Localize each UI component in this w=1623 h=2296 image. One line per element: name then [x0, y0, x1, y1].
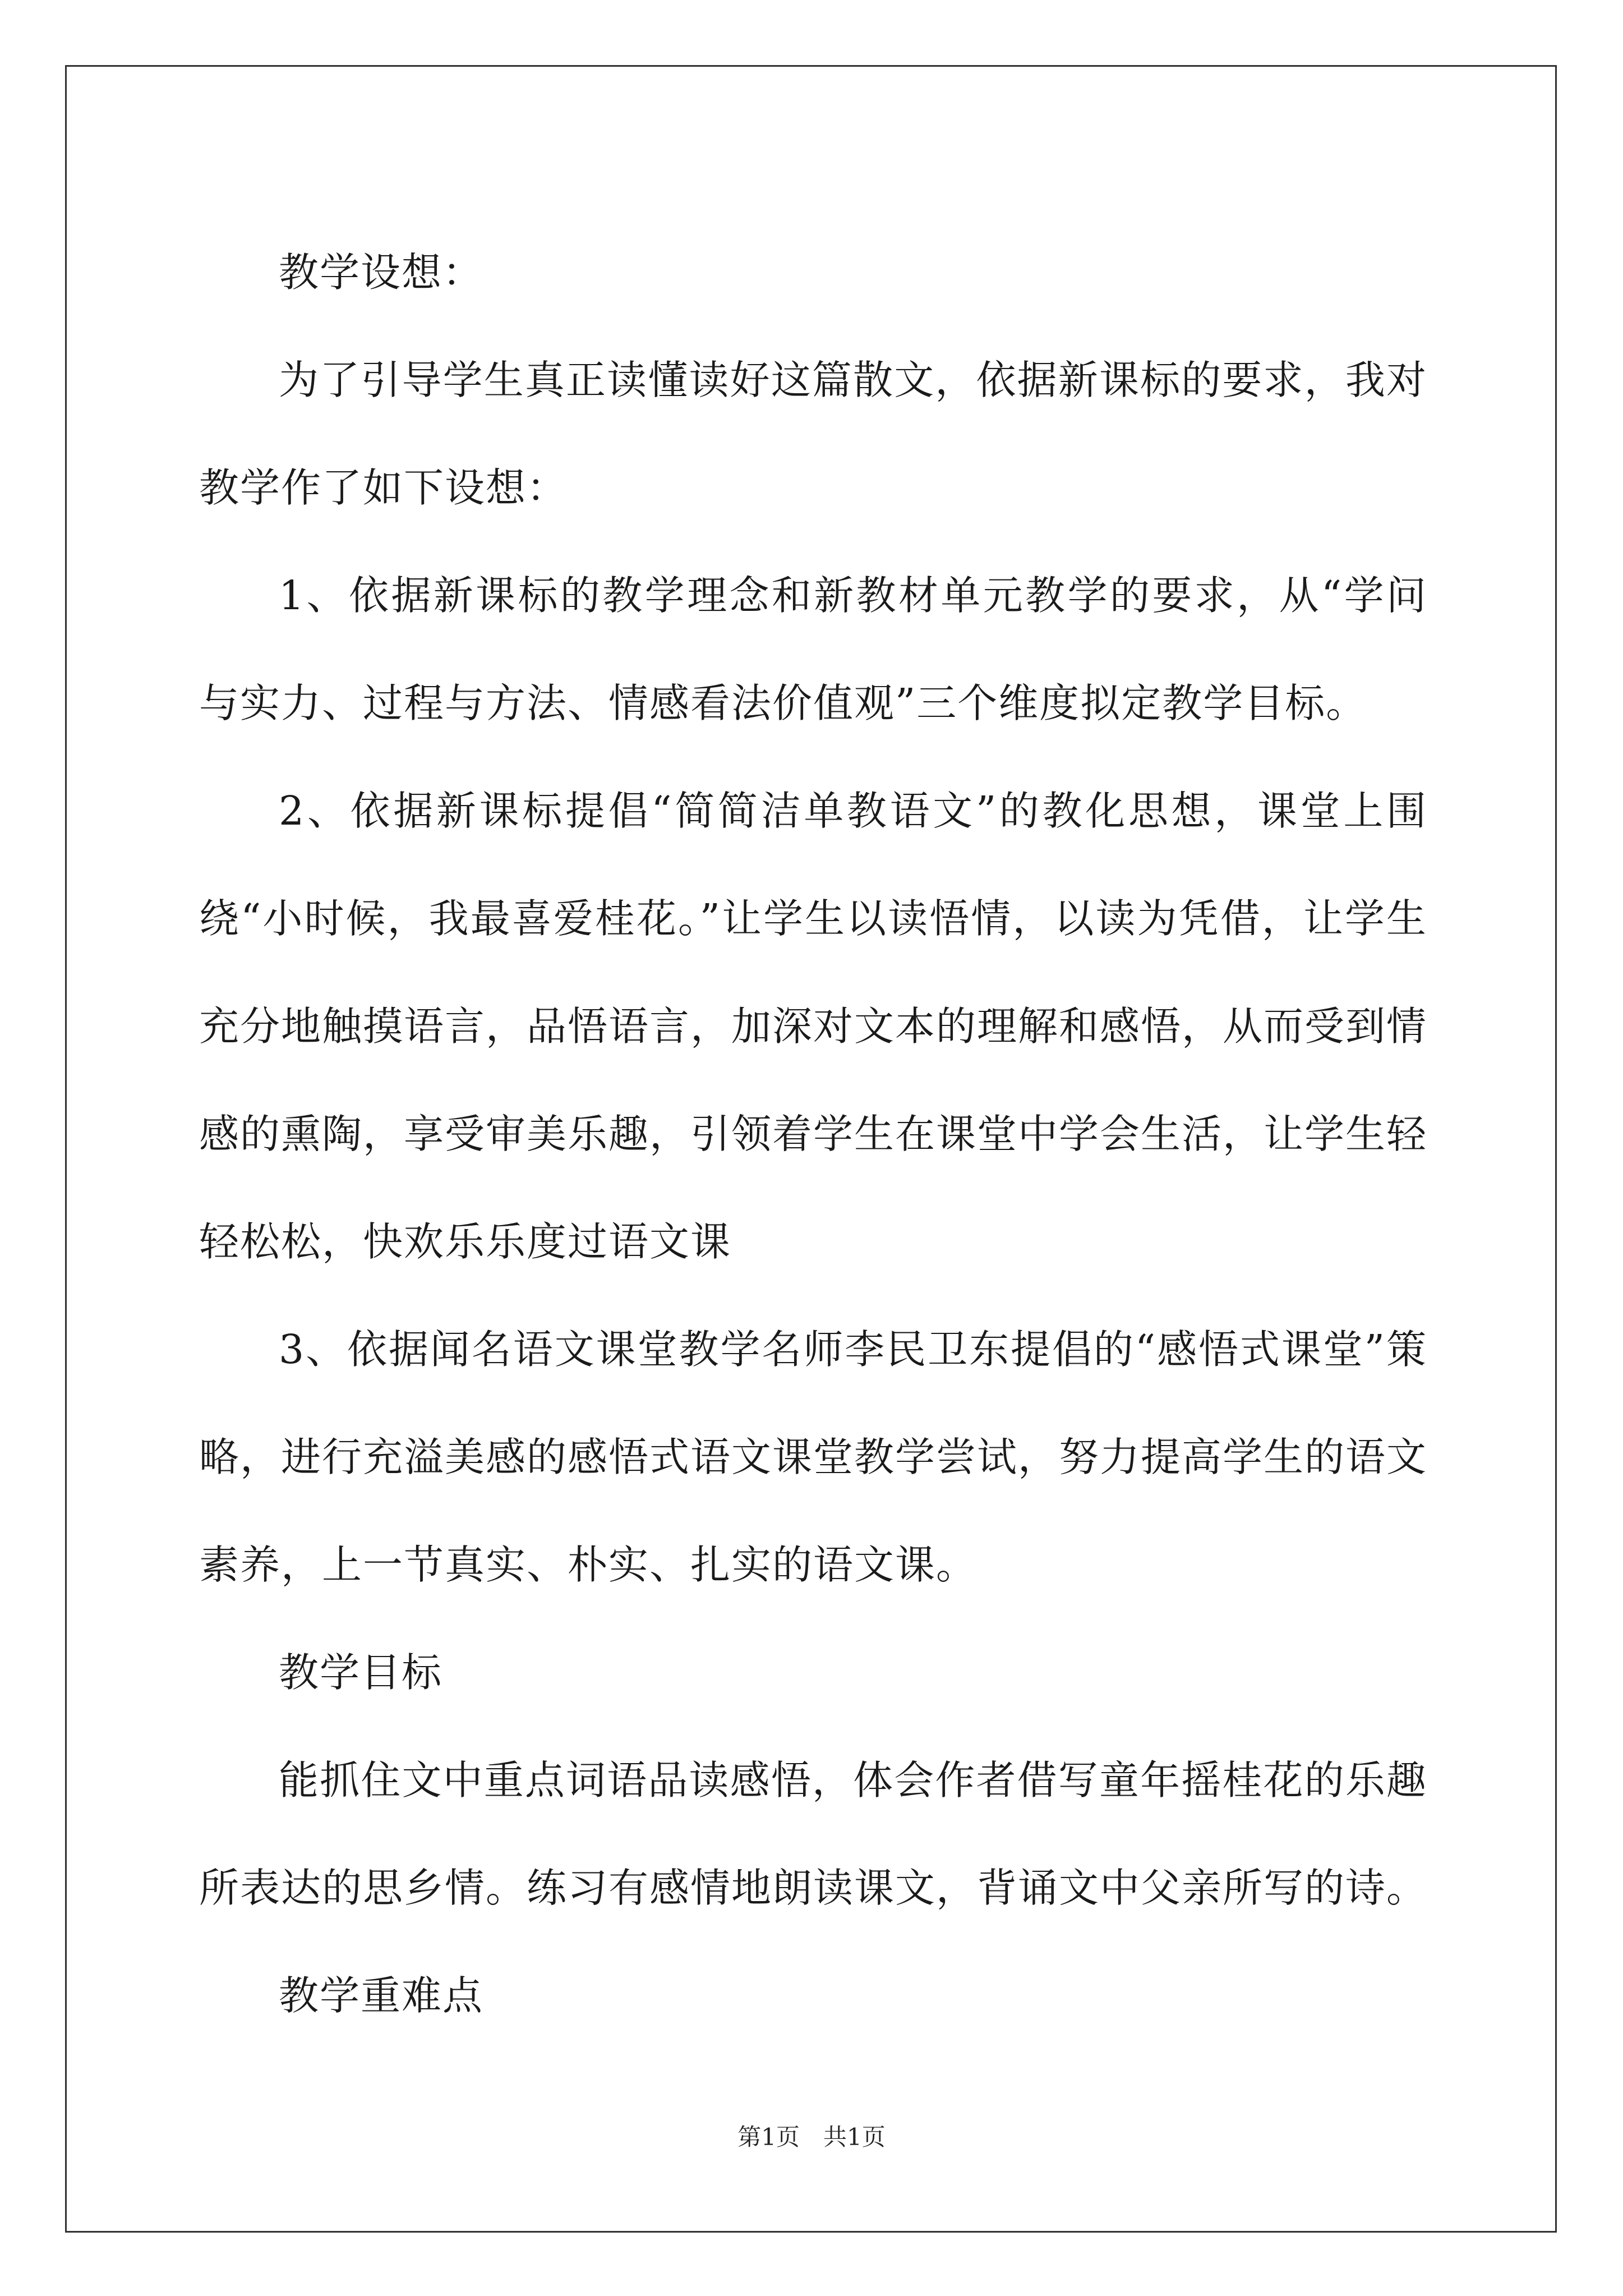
document-body: [199, 219, 1427, 2050]
heading-teaching-goal: 教学目标: [279, 1649, 443, 1696]
paragraph-point-1: 1、依据新课标的教学理念和新教材单元教学的要求，从“学问与实力、过程与方法、情感看法价值观”三个维度拟定教学目标。: [199, 572, 1427, 726]
heading-teaching-idea: 教学设想：: [279, 249, 484, 296]
paragraph-goal: 能抓住文中重点词语品读感悟，体会作者借写童年摇桂花的乐趣所表达的思乡情。练习有感情地朗读课文，背诵文中父亲所写的诗。: [199, 1757, 1428, 1911]
paragraph-point-2: 2、依据新课标提倡“简简洁单教语文”的教化思想，课堂上围绕“小时候，我最喜爱桂花。”让学生以读悟情，以读为凭借，让学生充分地触摸语言，品悟语言，加深对文本的理解和感悟，从而受到情感的熏陶，享受审美乐趣，引领着学生在课堂中学会生活，让学生轻轻松松，快欢乐乐度过语文课: [199, 788, 1428, 1265]
paragraph-intro: 为了引导学生真正读懂读好这篇散文，依据新课标的要求，我对教学作了如下设想：: [199, 357, 1427, 511]
paragraph-point-3: 3、依据闻名语文课堂教学名师李民卫东提倡的“感悟式课堂”策略，进行充溢美感的感悟式语文课堂教学尝试，努力提高学生的语文素养，上一节真实、朴实、扎实的语文课。: [199, 1326, 1428, 1588]
page-number-footer: 第1页 共1页: [737, 2123, 886, 2151]
heading-key-difficult: 教学重难点: [279, 1972, 484, 2019]
